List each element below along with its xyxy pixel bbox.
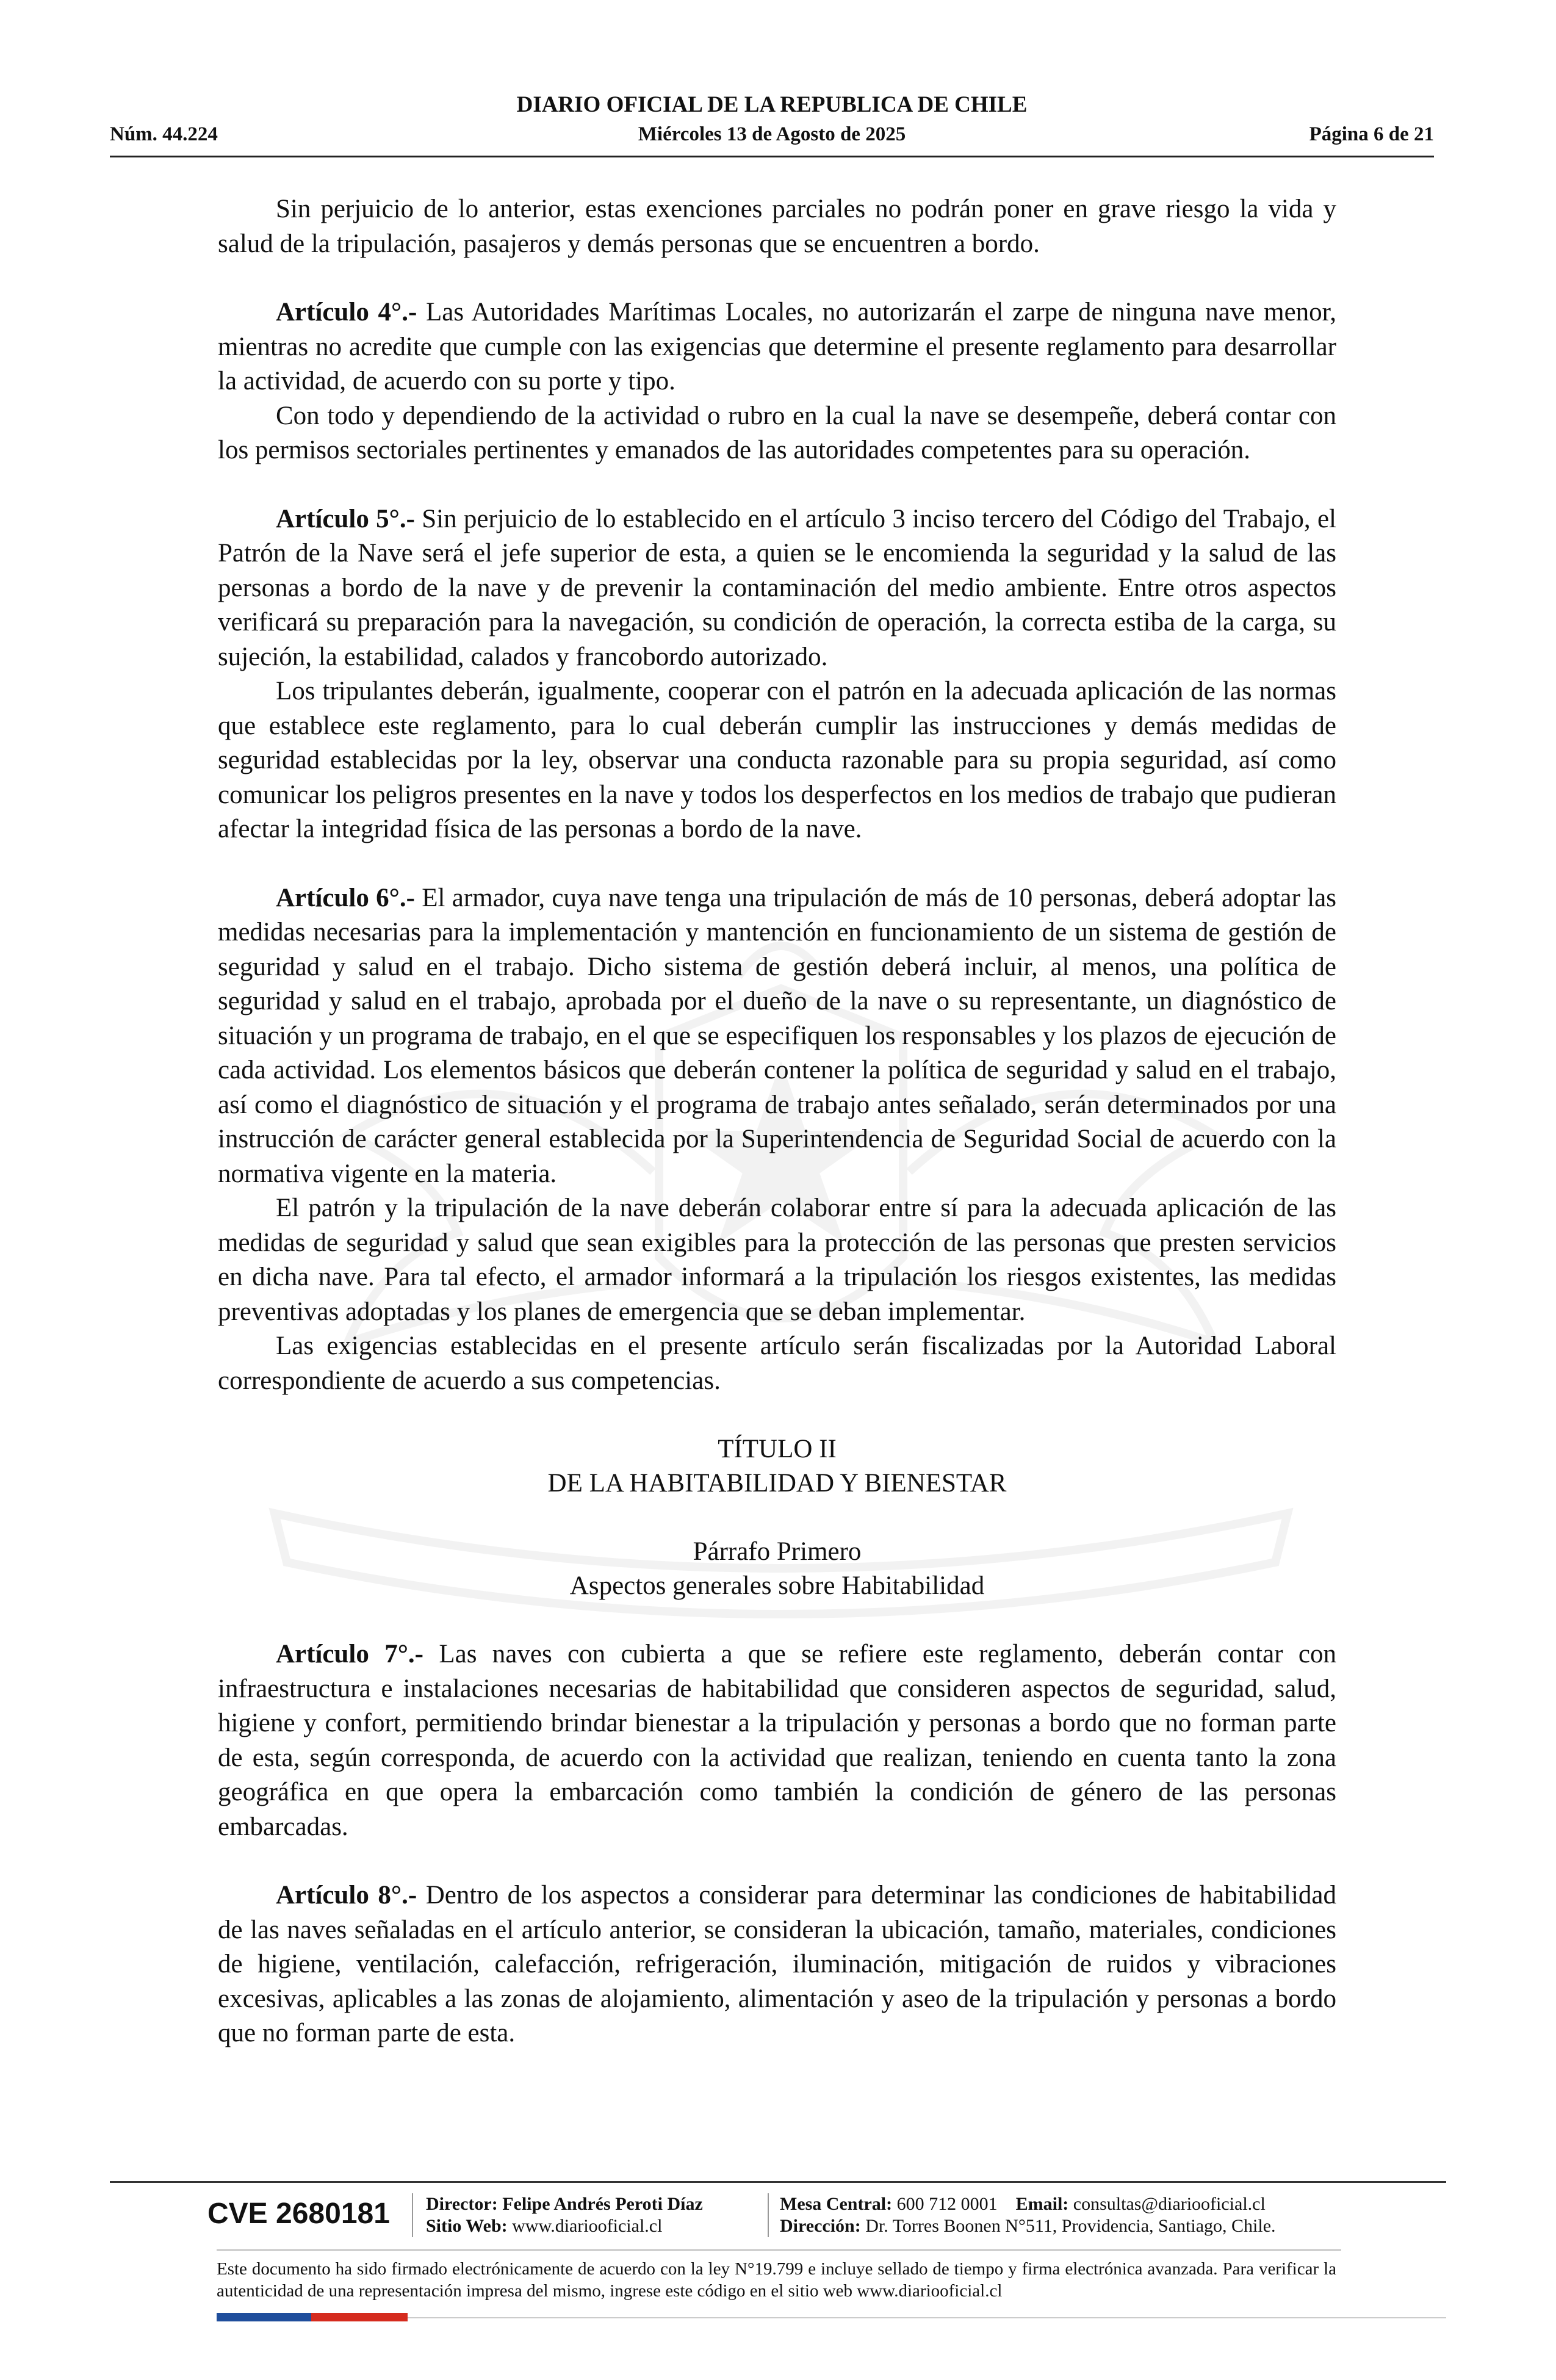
title-name: DE LA HABITABILIDAD Y BIENESTAR	[547, 1469, 1007, 1498]
footer-contact-block	[780, 2193, 1276, 2237]
footer-separator	[412, 2193, 413, 2237]
issue-number: Núm. 44.224	[110, 123, 218, 145]
website-link[interactable]: www.diariooficial.cl	[512, 2216, 663, 2236]
flag-stripe-blue	[217, 2313, 311, 2321]
address-label: Dirección:	[780, 2216, 861, 2236]
article-text: Las naves con cubierta a que se refiere este reglamento, deberán contar con infraestructura e instalaciones necesarias de habitabilidad que consideren aspectos de seguridad, salud, higiene y confort, permitiendo brindar bienestar a la tripulación y personas a bordo que no forman parte de esta, según corresponda, de acuerdo con la actividad que realizan, teniendo en cuenta tanto la zona geográfica en que opera la embarcación como también la condición de género de las personas embarcadas.	[218, 1640, 1336, 1841]
document-body	[218, 192, 1336, 2051]
gazette-title: DIARIO OFICIAL DE LA REPUBLICA DE CHILE	[516, 92, 1028, 117]
article-text: El armador, cuya nave tenga una tripulación de más de 10 personas, deberá adoptar las medidas necesarias para la implementación y mantención en funcionamiento de un sistema de gestión de seguridad y salud en el trabajo. Dicho sistema de gestión deberá incluir, al menos, una política de seguridad y salud en el trabajo, aprobada por el dueño de la nave o su representante, un diagnóstico de situación y un programa de trabajo, en el que se especifiquen los responsables y los plazos de ejecución de cada actividad. Los elementos básicos que deberán contener la política de seguridad y salud en el trabajo, así como el diagnóstico de situación y el programa de trabajo antes señalado, serán determinados por una instrucción de carácter general establecida por la Superintendencia de Seguridad Social de acuerdo con la normativa vigente en la materia.	[218, 883, 1336, 1188]
email-label: Email:	[1015, 2194, 1069, 2214]
phone-value: 600 712 0001	[896, 2194, 998, 2214]
section-heading: Párrafo Primero	[693, 1537, 862, 1566]
section-name: Aspectos generales sobre Habitabilidad	[569, 1571, 985, 1600]
article-text: Dentro de los aspectos a considerar para determinar las condiciones de habitabilidad de las naves señaladas en el artículo anterior, se consideran la ubicación, tamaño, materiales, condiciones de higiene, ventilación, calefacción, refrigeración, iluminación, mitigación de ruidos y vibraciones excesivas, aplicables a las zonas de alojamiento, alimentación y aseo de la tripulación y personas a bordo que no forman parte de esta.	[218, 1881, 1336, 2047]
paragraph: El patrón y la tripulación de la nave deberán colaborar entre sí para la adecuada aplicación de las medidas de seguridad y salud que sean exigibles para la protección de las personas que presten servicios en dicha nave. Para tal efecto, el armador informará a la tripulación los riesgos existentes, las medidas preventivas adoptadas y los planes de emergencia que se deban implementar.	[218, 1194, 1336, 1326]
paragraph: Las exigencias establecidas en el presente artículo serán fiscalizadas por la Autoridad Laboral correspondiente de acuerdo a sus competencias.	[218, 1332, 1336, 1395]
paragraph: Con todo y dependiendo de la actividad o rubro en la cual la nave se desempeñe, deberá contar con los permisos sectoriales pertinentes y emanados de las autoridades competentes para su operación.	[218, 401, 1336, 464]
page-header	[110, 92, 1434, 159]
article-text: Las Autoridades Marítimas Locales, no autorizarán el zarpe de ninguna nave menor, mientras no acredite que cumple con las exigencias que determine el presente reglamento para desarrollar la actividad, de acuerdo con su porte y tipo.	[218, 298, 1337, 395]
issue-date: Miércoles 13 de Agosto de 2025	[638, 123, 906, 145]
footer-divider	[110, 2181, 1446, 2183]
footer-director-block	[426, 2193, 703, 2237]
footer-separator	[768, 2193, 769, 2237]
director-name: Felipe Andrés Peroti Díaz	[502, 2194, 703, 2214]
article-6	[218, 881, 1336, 1192]
website-label: Sitio Web:	[426, 2216, 508, 2236]
director-label: Director:	[426, 2194, 498, 2214]
article-4	[218, 295, 1336, 399]
phone-label: Mesa Central:	[780, 2194, 893, 2214]
page-number: Página 6 de 21	[1309, 123, 1434, 145]
article-heading: Artículo 8°.-	[276, 1881, 417, 1909]
footer-inner-divider	[217, 2249, 1341, 2251]
article-8	[218, 1878, 1336, 2051]
article-heading: Artículo 4°.-	[276, 298, 417, 326]
title-heading: TÍTULO II	[718, 1435, 837, 1463]
article-7	[218, 1637, 1336, 1844]
paragraph: Sin perjuicio de lo anterior, estas exenciones parciales no podrán poner en grave riesgo la vida y salud de la tripulación, pasajeros y demás personas que se encuentren a bordo.	[218, 195, 1336, 258]
header-divider	[110, 156, 1434, 157]
legal-notice: Este documento ha sido firmado electrónicamente de acuerdo con la ley N°19.799 e incluye sellado de tiempo y firma electrónica avanzada. Para verificar la autenticidad de una representación impresa del mismo, ingrese este código en el sitio web www.diariooficial.cl	[217, 2259, 1336, 2301]
article-text: Sin perjuicio de lo establecido en el artículo 3 inciso tercero del Código del Trabajo, el Patrón de la Nave será el jefe superior de esta, a quien se le encomienda la seguridad y la salud de las personas a bordo de la nave y de prevenir la contaminación del medio ambiente. Entre otros aspectos verificará su preparación para la navegación, su condición de operación, la correcta estiba de la carga, su sujeción, la estabilidad, calados y francobordo autorizado.	[218, 504, 1336, 671]
article-heading: Artículo 6°.-	[276, 883, 415, 912]
paragraph: Los tripulantes deberán, igualmente, cooperar con el patrón en la adecuada aplicación de las normas que establece este reglamento, para lo cual deberán cumplir las instrucciones y demás medidas de seguridad establecidas por la ley, observar una conducta razonable para su propia seguridad, así como comunicar los peligros presentes en la nave y todos los desperfectos en los medios de trabajo que pudieran afectar la integridad física de las personas a bordo de la nave.	[218, 677, 1336, 843]
article-5	[218, 502, 1336, 675]
email-link[interactable]: consultas@diariooficial.cl	[1073, 2194, 1266, 2214]
article-heading: Artículo 5°.-	[276, 504, 415, 533]
address-value: Dr. Torres Boonen N°511, Providencia, Santiago, Chile.	[865, 2216, 1276, 2236]
flag-stripe-red	[311, 2313, 408, 2321]
cve-code: CVE 2680181	[207, 2198, 390, 2230]
article-heading: Artículo 7°.-	[276, 1640, 423, 1668]
